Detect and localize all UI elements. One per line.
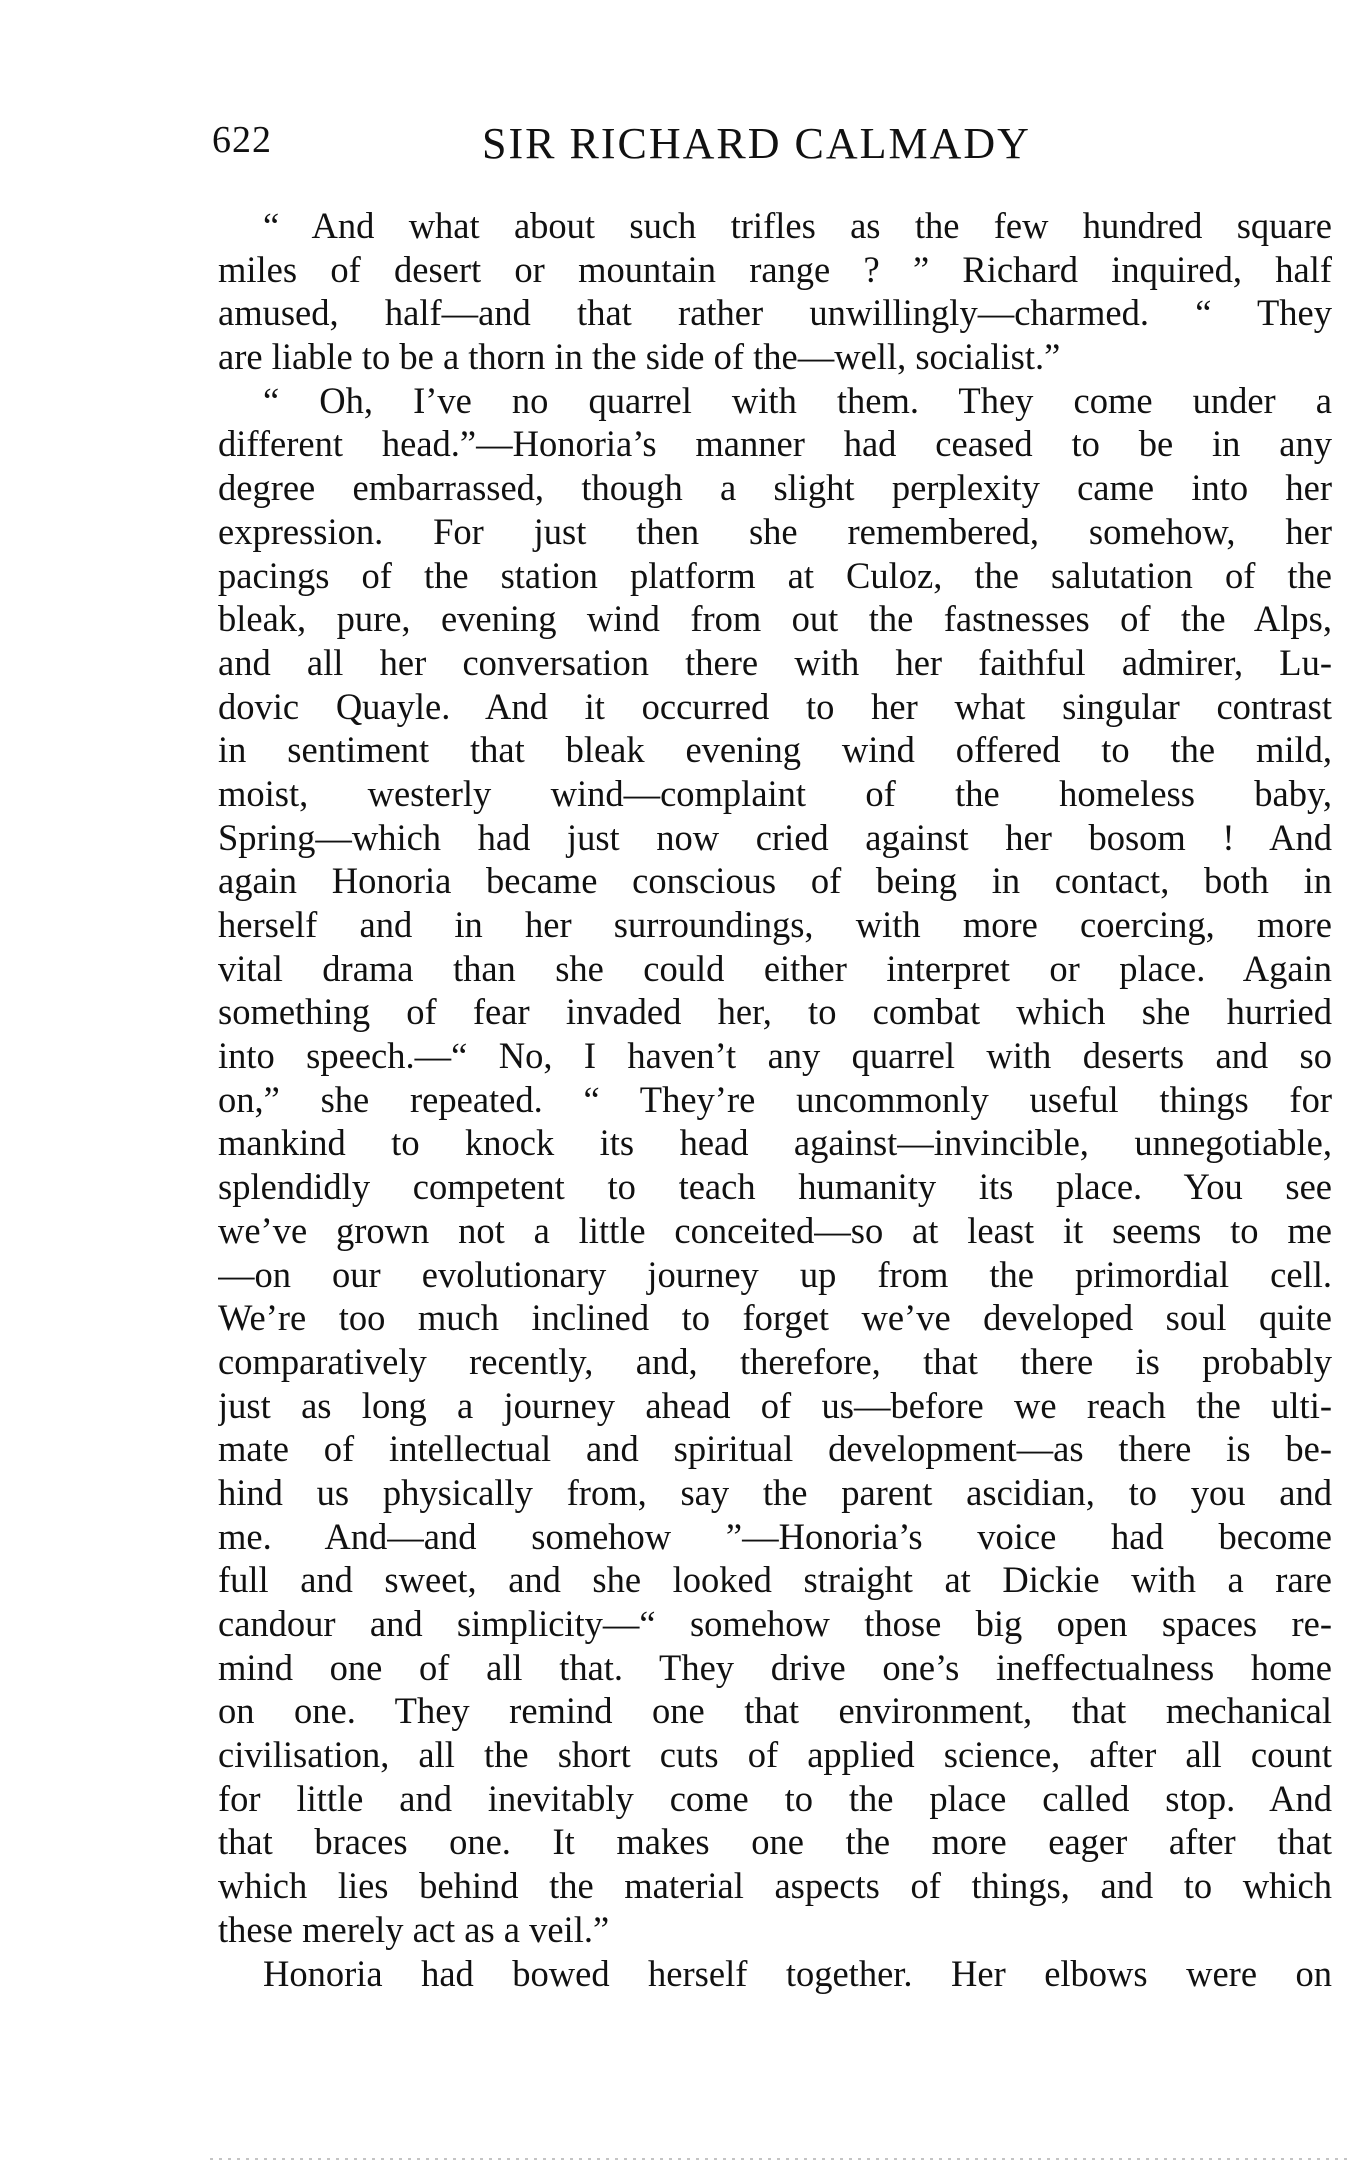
text-line: Honoria had bowed herself together. Her elbows were on xyxy=(263,1952,1332,1994)
text-line: full and sweet, and she looked straight at Dickie with a rare xyxy=(218,1559,1332,1601)
text-line: different head.”—Honoria’s manner had ceased to be in any xyxy=(218,423,1332,465)
text-line: expression. For just then she remembered, somehow, her xyxy=(218,510,1332,552)
text-line: on,” she repeated. “ They’re uncommonly useful things for xyxy=(218,1078,1332,1120)
text-line: moist, westerly wind—complaint of the homeless baby, xyxy=(218,772,1332,814)
text-line: into speech.—“ No, I haven’t any quarrel with deserts and so xyxy=(218,1035,1332,1077)
text-line: pacings of the station platform at Culoz, the salutation of the xyxy=(218,554,1332,596)
text-line: on one. They remind one that environment, that mechanical xyxy=(218,1690,1332,1732)
text-line: herself and in her surroundings, with more coercing, more xyxy=(218,904,1332,945)
text-line: vital drama than she could either interpret or place. Again xyxy=(218,947,1332,989)
text-line: Spring—which had just now cried against her bosom ! And xyxy=(218,816,1332,858)
text-line: miles of desert or mountain range ? ” Richard inquired, half xyxy=(218,248,1332,290)
text-line: dovic Quayle. And it occurred to her what singular contrast xyxy=(218,685,1332,727)
text-line: are liable to be a thorn in the side of the—well, socialist.” xyxy=(218,336,1061,378)
text-line: civilisation, all the short cuts of applied science, after all count xyxy=(218,1734,1332,1776)
text-line: mate of intellectual and spiritual development—as there is be- xyxy=(218,1428,1332,1470)
text-line: mind one of all that. They drive one’s ineffectualness home xyxy=(218,1646,1332,1688)
text-line: —on our evolutionary journey up from the primordial cell. xyxy=(218,1253,1332,1295)
text-line: that braces one. It makes one the more eager after that xyxy=(218,1821,1332,1863)
page-number: 622 xyxy=(212,119,272,161)
text-line: in sentiment that bleak evening wind offered to the mild, xyxy=(218,729,1332,771)
text-line: splendidly competent to teach humanity its place. You see xyxy=(218,1166,1332,1208)
text-line: these merely act as a veil.” xyxy=(218,1908,610,1950)
text-line: mankind to knock its head against—invincible, unnegotiable, xyxy=(218,1122,1332,1164)
text-line: comparatively recently, and, therefore, that there is probably xyxy=(218,1340,1332,1382)
text-line: hind us physically from, say the parent ascidian, to you and xyxy=(218,1471,1332,1513)
text-line: bleak, pure, evening wind from out the fastnesses of the Alps, xyxy=(218,598,1332,640)
text-line: “ And what about such trifles as the few hundred square xyxy=(263,205,1332,246)
text-line: something of fear invaded her, to combat which she hurried xyxy=(218,991,1332,1033)
text-line: again Honoria became conscious of being in contact, both in xyxy=(218,860,1332,902)
page-header xyxy=(212,118,1334,178)
text-line: me. And—and somehow ”—Honoria’s voice had become xyxy=(218,1515,1332,1557)
text-line: for little and inevitably come to the place called stop. And xyxy=(218,1777,1332,1819)
text-line: which lies behind the material aspects of things, and to which xyxy=(218,1865,1332,1907)
text-line: we’ve grown not a little conceited—so at least it seems to me xyxy=(218,1209,1332,1251)
scan-edge xyxy=(210,2158,1350,2160)
text-line: candour and simplicity—“ somehow those big open spaces re- xyxy=(218,1603,1332,1644)
body-text xyxy=(218,204,1332,1995)
running-title: SIR RICHARD CALMADY xyxy=(482,119,1031,168)
text-line: “ Oh, I’ve no quarrel with them. They come under a xyxy=(263,379,1332,421)
text-line: just as long a journey ahead of us—before we reach the ulti- xyxy=(218,1384,1332,1426)
text-line: and all her conversation there with her faithful admirer, Lu- xyxy=(218,641,1332,683)
text-line: amused, half—and that rather unwillingly—charmed. “ They xyxy=(218,292,1332,334)
text-line: We’re too much inclined to forget we’ve developed soul quite xyxy=(218,1297,1332,1339)
text-line: degree embarrassed, though a slight perplexity came into her xyxy=(218,467,1332,509)
